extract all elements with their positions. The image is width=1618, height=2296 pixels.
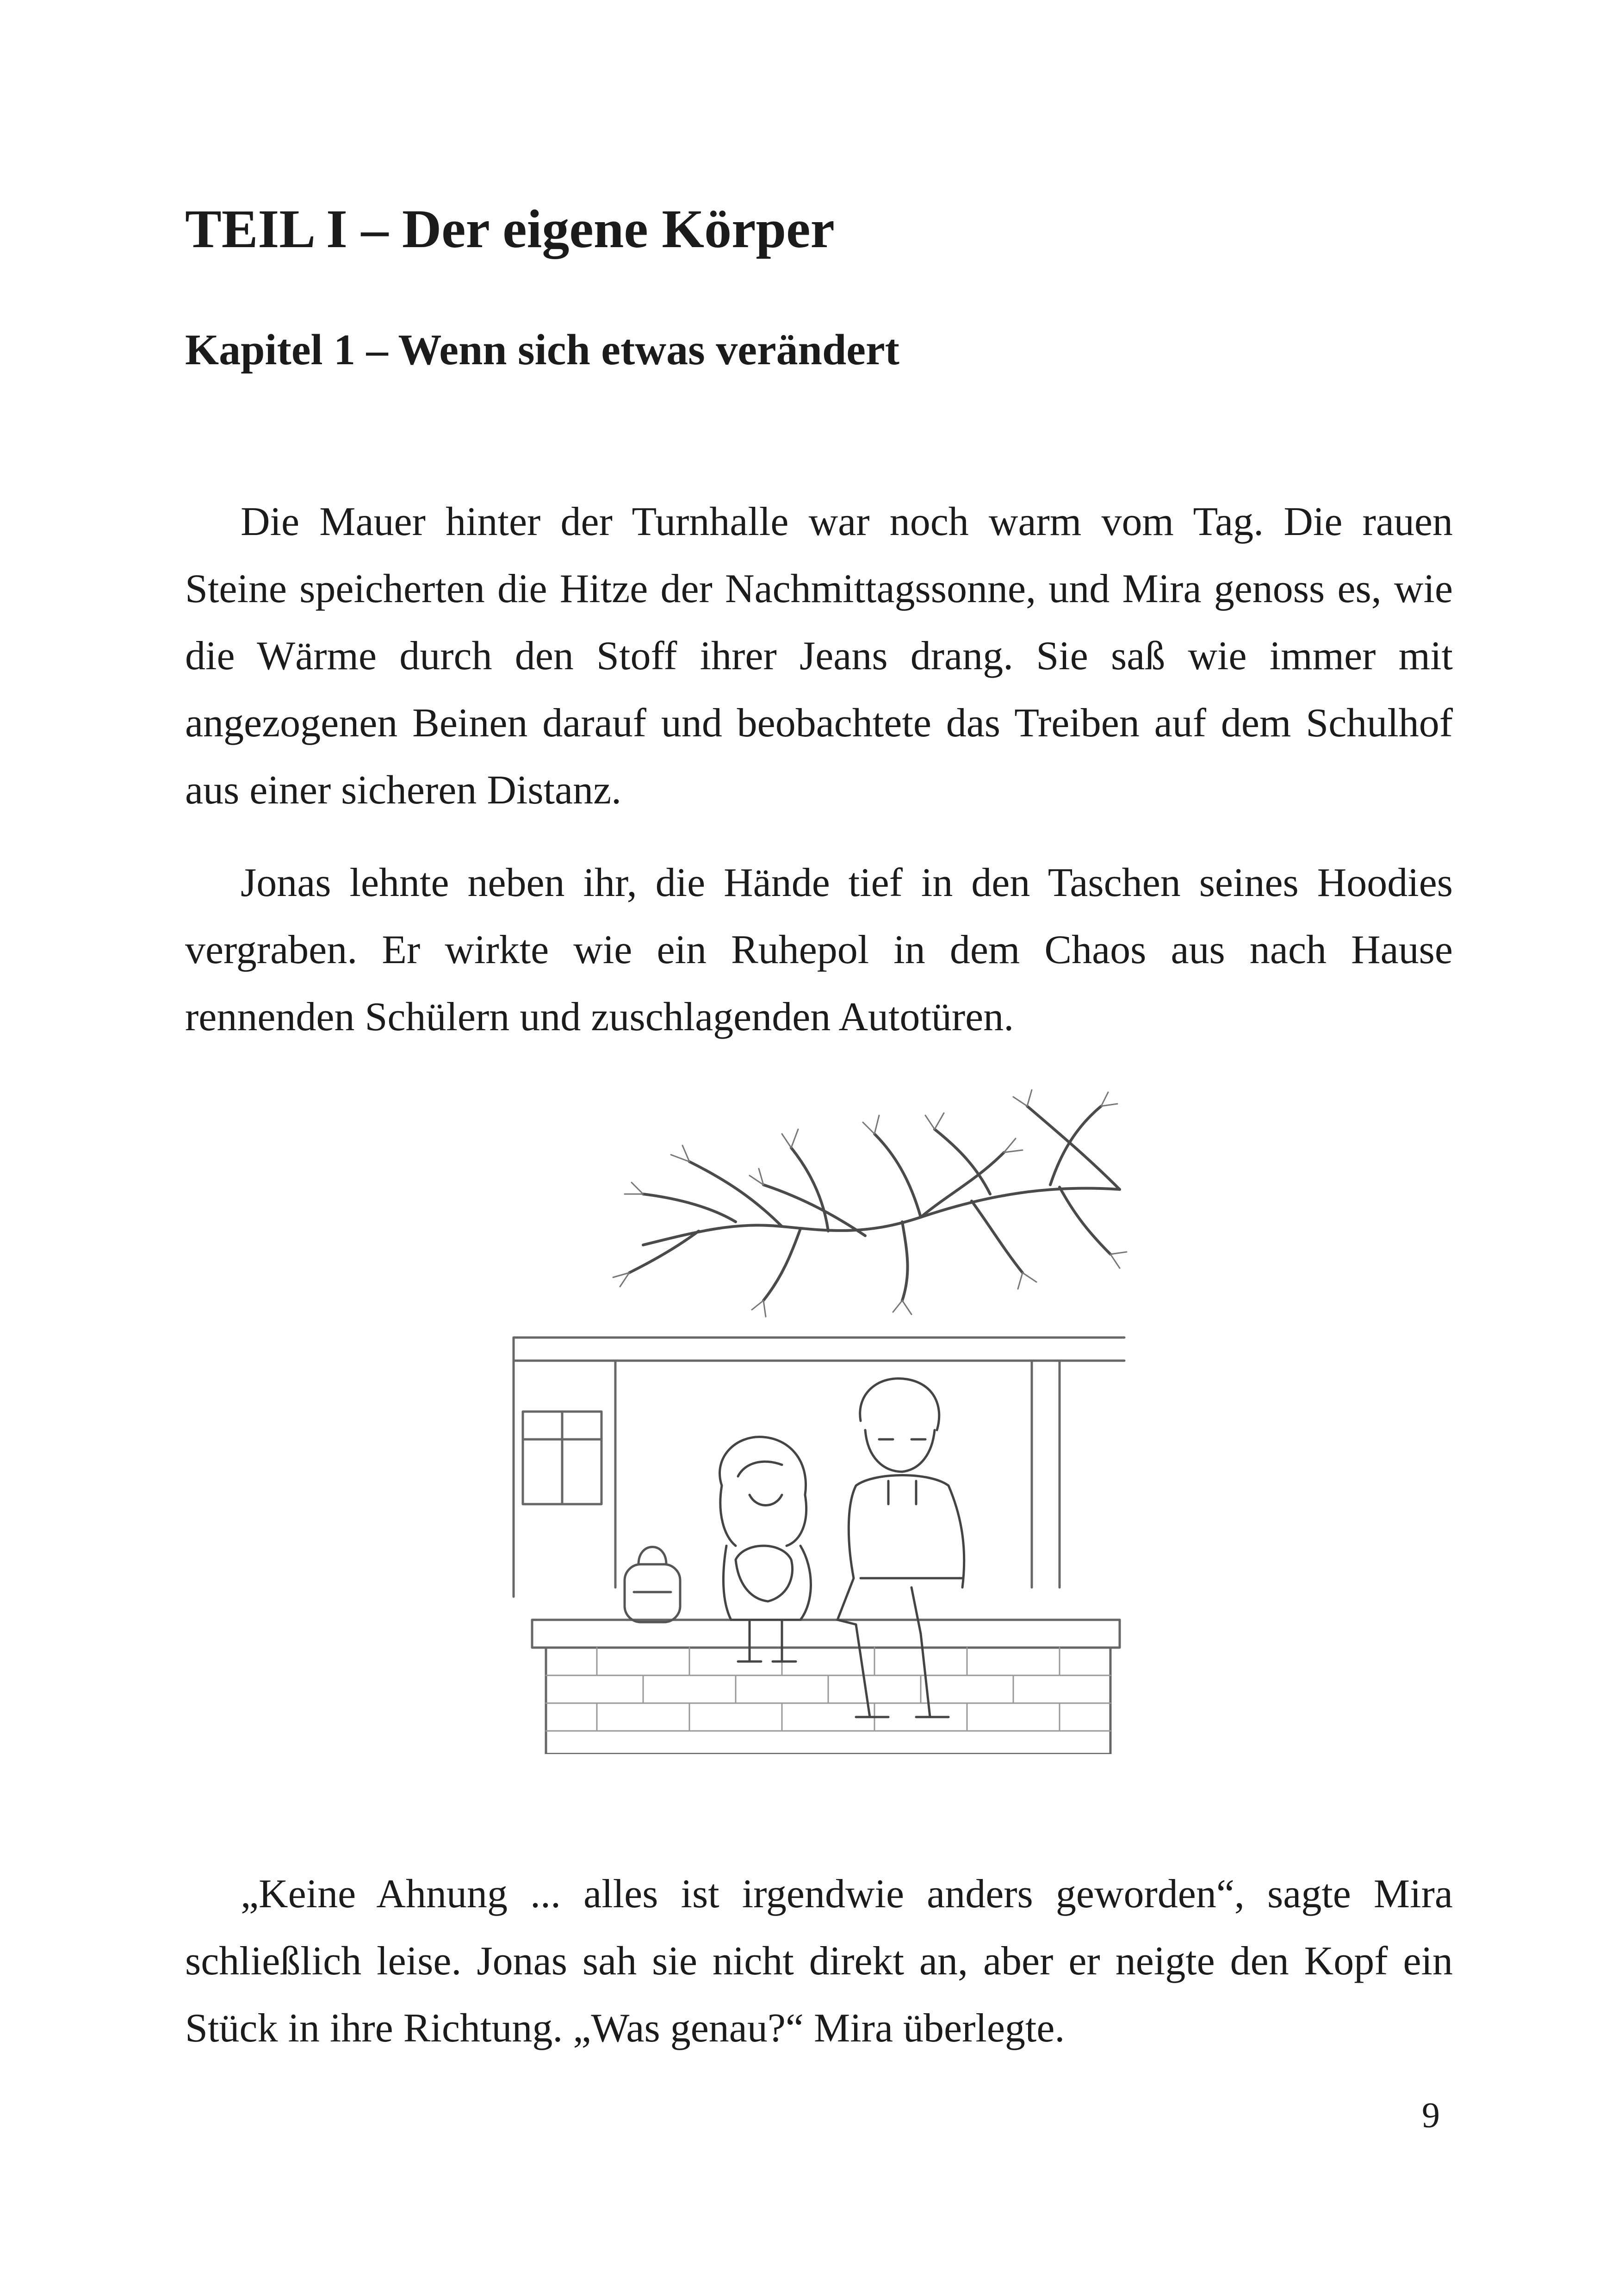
paragraph-3: „Keine Ahnung ... alles ist irgendwie anders geworden“, sagte Mira schließlich leise. Jonas sah sie nicht direkt an, aber er neigte den Kopf ein Stück in ihre Richtung. „Was genau?“ Mira überlegte. bbox=[185, 1872, 1453, 2051]
page-number: 9 bbox=[1422, 2095, 1440, 2135]
part-title: TEIL I – Der eigene Körper bbox=[185, 199, 835, 259]
sketch-two-teens-icon bbox=[504, 1078, 1143, 1754]
chapter-title: Kapitel 1 – Wenn sich etwas verändert bbox=[185, 326, 899, 374]
paragraph-1: Die Mauer hinter der Turnhalle war noch warm vom Tag. Die rauen Steine speicherten die Hitze der Nachmittagssonne, und Mira genoss es, wie die Wärme durch den Stoff ihrer Jeans drang. Sie saß wie immer mit angezogenen Beinen darauf und beobachtete das Treiben auf dem Schulhof aus einer sicheren Distanz. bbox=[185, 499, 1453, 813]
sketch-illustration bbox=[504, 1078, 1143, 1754]
paragraph-2: Jonas lehnte neben ihr, die Hände tief in den Taschen seines Hoodies vergraben. Er wirkte wie ein Ruhepol in dem Chaos aus nach Hause rennenden Schülern und zuschlagenden Autotüren. bbox=[185, 860, 1453, 1039]
